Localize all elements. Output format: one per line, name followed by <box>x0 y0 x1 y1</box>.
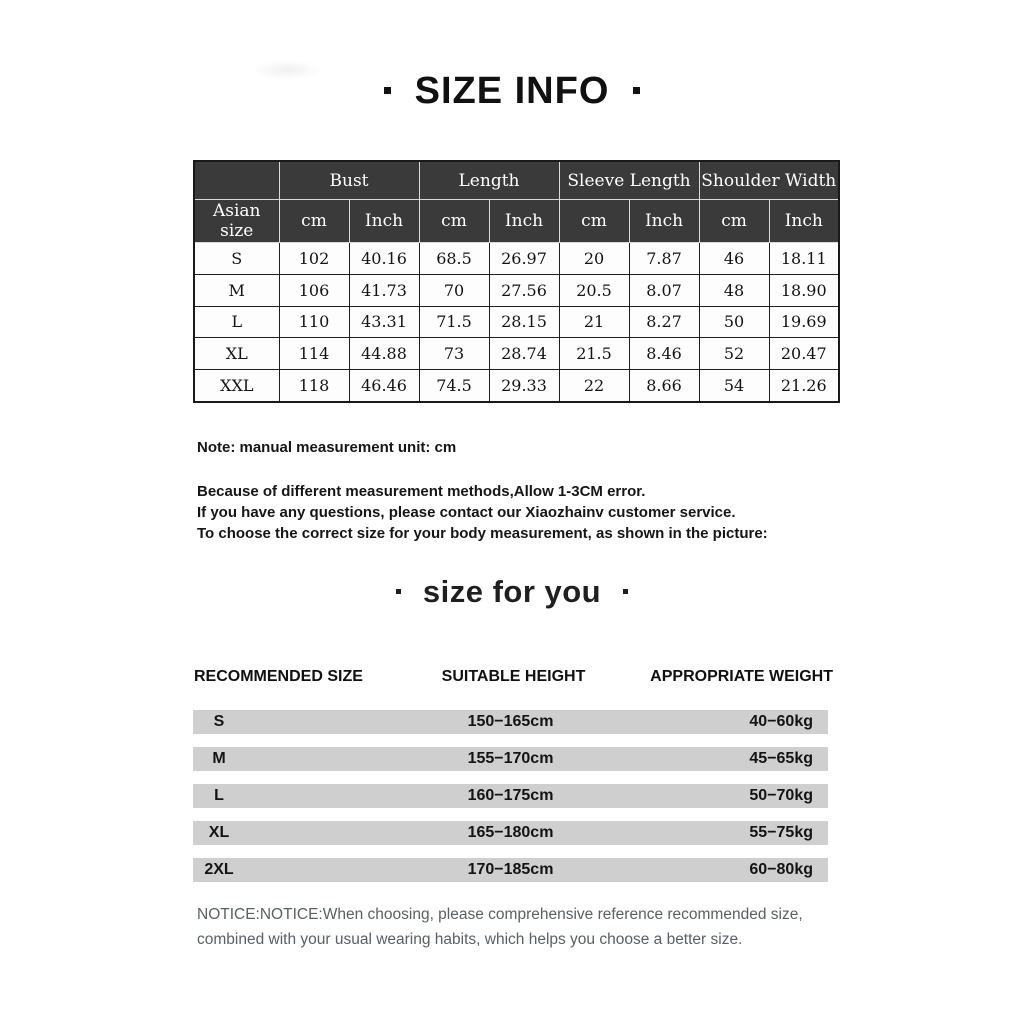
group-header-row <box>194 161 839 200</box>
table-row <box>194 306 839 338</box>
measurement-table <box>193 160 840 403</box>
length-inch-cell: 26.97 <box>489 243 559 275</box>
fit-height-value: 160−175cm <box>467 787 554 804</box>
sleeve-inch-cell: 8.66 <box>629 370 699 403</box>
shoulder-inch-cell: 19.69 <box>769 306 839 338</box>
fit-size-label: L <box>214 787 224 804</box>
size-cell: M <box>194 274 279 306</box>
shoulder-cm-cell: 48 <box>699 274 769 306</box>
table-row <box>194 243 839 275</box>
shoulder-cm-cell: 46 <box>699 243 769 275</box>
size-cell: XL <box>194 338 279 370</box>
sleeve-inch-cell: 8.46 <box>629 338 699 370</box>
size-cell: XXL <box>194 370 279 403</box>
disclaimer-paragraph <box>197 481 768 544</box>
fit-table-headers <box>194 668 833 686</box>
bust-cm-cell: 102 <box>279 243 349 275</box>
length-inch-cell: 29.33 <box>489 370 559 403</box>
unit-header-cm: cm <box>559 200 629 243</box>
sleeve-inch-cell: 7.87 <box>629 243 699 275</box>
unit-header-row <box>194 200 839 243</box>
subtitle-dot-left-icon <box>396 589 401 594</box>
fit-size-label: S <box>213 713 225 730</box>
unit-header-inch: Inch <box>489 200 559 243</box>
shoulder-inch-cell: 18.90 <box>769 274 839 306</box>
unit-header-inch: Inch <box>629 200 699 243</box>
bust-inch-cell: 40.16 <box>349 243 419 275</box>
header-appropriate-weight: APPROPRIATE WEIGHT <box>650 668 833 685</box>
header-recommended-size: RECOMMENDED SIZE <box>194 668 363 685</box>
length-inch-cell: 28.15 <box>489 306 559 338</box>
group-header-sleeve-length: Sleeve Length <box>559 161 699 200</box>
size-cell: L <box>194 306 279 338</box>
disclaimer-line: Because of different measurement methods,Allow 1-3CM error. <box>197 483 646 500</box>
unit-header-cm: cm <box>279 200 349 243</box>
fit-size-label: 2XL <box>204 861 234 878</box>
fit-row <box>193 858 828 882</box>
sleeve-cm-cell: 20.5 <box>559 274 629 306</box>
fit-row <box>193 784 828 808</box>
fit-size-label: XL <box>208 824 230 841</box>
fit-height-value: 170−185cm <box>467 861 554 878</box>
shoulder-inch-cell: 18.11 <box>769 243 839 275</box>
length-inch-cell: 28.74 <box>489 338 559 370</box>
length-cm-cell: 71.5 <box>419 306 489 338</box>
fit-height-value: 155−170cm <box>467 750 554 767</box>
fit-weight-value: 55−75kg <box>749 824 813 841</box>
measurement-table-body <box>194 243 839 403</box>
unit-header-cm: cm <box>419 200 489 243</box>
fit-weight-value: 60−80kg <box>749 861 813 878</box>
shoulder-inch-cell: 21.26 <box>769 370 839 403</box>
unit-header-cm: cm <box>699 200 769 243</box>
bust-cm-cell: 118 <box>279 370 349 403</box>
fit-table-rows <box>193 710 828 895</box>
unit-header-inch: Inch <box>769 200 839 243</box>
fit-row <box>193 710 828 734</box>
fit-row <box>193 821 828 845</box>
bust-inch-cell: 46.46 <box>349 370 419 403</box>
corner-cell <box>194 161 279 200</box>
measurement-unit-note: Note: manual measurement unit: cm <box>197 439 457 456</box>
page-title-text: SIZE INFO <box>414 70 610 112</box>
table-row <box>194 370 839 403</box>
bust-cm-cell: 106 <box>279 274 349 306</box>
title-dot-left-icon <box>384 87 391 94</box>
subtitle-dot-right-icon <box>623 589 628 594</box>
group-header-shoulder-width: Shoulder Width <box>699 161 839 200</box>
length-cm-cell: 68.5 <box>419 243 489 275</box>
fit-weight-value: 45−65kg <box>749 750 813 767</box>
shoulder-inch-cell: 20.47 <box>769 338 839 370</box>
bust-inch-cell: 43.31 <box>349 306 419 338</box>
length-inch-cell: 27.56 <box>489 274 559 306</box>
group-header-length: Length <box>419 161 559 200</box>
section-subtitle <box>0 574 1024 610</box>
sleeve-cm-cell: 22 <box>559 370 629 403</box>
fit-row <box>193 747 828 771</box>
row-header-asian-size: Asian size <box>194 200 279 243</box>
fit-weight-value: 50−70kg <box>749 787 813 804</box>
fit-weight-value: 40−60kg <box>749 713 813 730</box>
table-row <box>194 338 839 370</box>
shoulder-cm-cell: 54 <box>699 370 769 403</box>
size-cell: S <box>194 243 279 275</box>
title-dot-right-icon <box>633 87 640 94</box>
shoulder-cm-cell: 52 <box>699 338 769 370</box>
bust-cm-cell: 110 <box>279 306 349 338</box>
shoulder-cm-cell: 50 <box>699 306 769 338</box>
fit-size-label: M <box>212 750 226 767</box>
bust-inch-cell: 41.73 <box>349 274 419 306</box>
notice-line: combined with your usual wearing habits, which helps you choose a better size. <box>197 930 743 948</box>
fit-height-value: 150−165cm <box>467 713 554 730</box>
disclaimer-line: To choose the correct size for your body measurement, as shown in the picture: <box>197 525 768 542</box>
header-suitable-height: SUITABLE HEIGHT <box>441 668 586 685</box>
disclaimer-line: If you have any questions, please contact our Xiaozhainv customer service. <box>197 504 736 521</box>
bust-inch-cell: 44.88 <box>349 338 419 370</box>
sleeve-cm-cell: 21.5 <box>559 338 629 370</box>
sleeve-inch-cell: 8.27 <box>629 306 699 338</box>
length-cm-cell: 73 <box>419 338 489 370</box>
bottom-notice <box>197 903 837 952</box>
table-row <box>194 274 839 306</box>
sleeve-inch-cell: 8.07 <box>629 274 699 306</box>
length-cm-cell: 74.5 <box>419 370 489 403</box>
bust-cm-cell: 114 <box>279 338 349 370</box>
sleeve-cm-cell: 20 <box>559 243 629 275</box>
length-cm-cell: 70 <box>419 274 489 306</box>
group-header-bust: Bust <box>279 161 419 200</box>
unit-header-inch: Inch <box>349 200 419 243</box>
page-title <box>0 70 1024 113</box>
notice-line: NOTICE:NOTICE:When choosing, please comprehensive reference recommended size, <box>197 906 803 923</box>
fit-height-value: 165−180cm <box>467 824 554 841</box>
sleeve-cm-cell: 21 <box>559 306 629 338</box>
subtitle-text: size for you <box>422 574 602 609</box>
